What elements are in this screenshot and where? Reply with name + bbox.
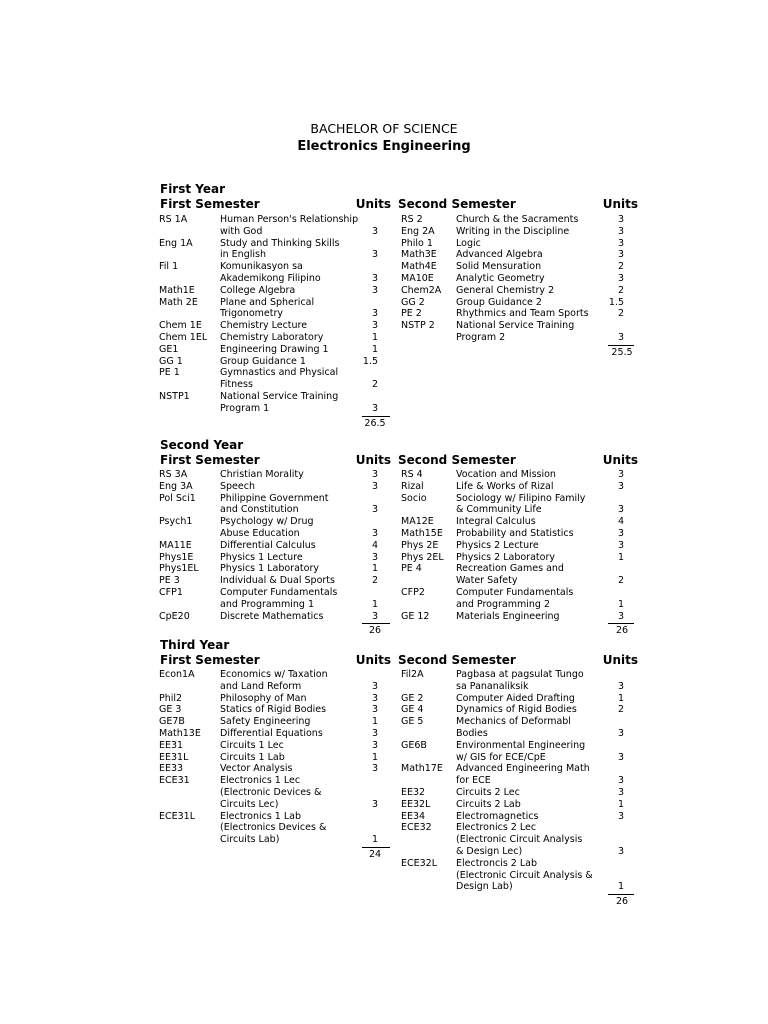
- course-row: [0, 356, 768, 368]
- course-code: EE32L: [401, 798, 431, 810]
- course-units: 3: [371, 402, 378, 414]
- course-units: 1: [617, 551, 624, 563]
- course-units: 4: [617, 516, 624, 528]
- course-code: GE6B: [401, 739, 427, 751]
- course-units: 3: [371, 284, 378, 296]
- course-units: 3: [371, 320, 378, 332]
- course-title: Physics 1 Lecture: [220, 551, 303, 563]
- course-title: Probability and Statistics: [456, 528, 574, 539]
- course-title: Physics 1 Laboratory: [220, 563, 319, 575]
- course-units: 1: [617, 798, 624, 810]
- course-row: [0, 587, 768, 611]
- course-units: 3: [371, 739, 378, 751]
- course-title: Gymnastics and Physical Fitness: [220, 367, 339, 391]
- course-code: RS 4: [401, 469, 423, 480]
- course-code: Math1E: [159, 284, 195, 296]
- course-row: [0, 540, 768, 552]
- course-code: Chem2A: [401, 284, 442, 296]
- course-units: 3: [371, 480, 378, 492]
- units-header: Units: [602, 453, 638, 467]
- course-units: 1: [371, 716, 378, 728]
- course-code: Math15E: [401, 528, 443, 539]
- course-code: Math17E: [401, 763, 443, 775]
- course-row: [0, 249, 768, 261]
- semester-heading: Second Semester: [398, 653, 516, 667]
- year-heading: First Year: [160, 182, 226, 196]
- course-row: [0, 391, 768, 415]
- course-units: 1: [371, 751, 378, 763]
- course-title: Engineering Drawing 1: [220, 343, 329, 355]
- course-row: [0, 226, 768, 238]
- course-units: 3: [617, 680, 624, 692]
- course-code: MA11E: [159, 539, 192, 551]
- total-rule: [608, 894, 634, 895]
- course-title: Solid Mensuration: [456, 261, 542, 273]
- course-units: 3: [371, 728, 378, 739]
- course-title: Group Guidance 1: [220, 355, 306, 367]
- course-title: Christian Morality: [220, 469, 304, 480]
- semester-heading: First Semester: [160, 653, 260, 667]
- course-code: Rizal: [401, 480, 424, 492]
- course-units: 1.5: [608, 296, 624, 308]
- year-heading: Second Year: [160, 438, 244, 452]
- course-units: 3: [617, 751, 624, 763]
- course-title: Plane and Spherical Trigonometry: [220, 296, 315, 320]
- course-code: NSTP 2: [401, 320, 435, 332]
- course-code: EE31: [159, 739, 184, 751]
- degree-title: BACHELOR OF SCIENCE: [310, 121, 458, 136]
- course-code: Phys 2E: [401, 539, 439, 551]
- semester-total: 26: [615, 625, 629, 637]
- course-title: Philosophy of Man: [220, 692, 307, 704]
- course-title: Electronics 1 Lec (Electronic Devices & Circuits Lec): [220, 775, 322, 810]
- course-row: [0, 669, 768, 693]
- course-title: Study and Thinking Skills in English: [220, 237, 340, 261]
- semester-heading: Second Semester: [398, 453, 516, 467]
- total-rule: [608, 345, 634, 346]
- year-heading: Third Year: [160, 638, 230, 652]
- course-row: [0, 308, 768, 320]
- course-title: Economics w/ Taxation and Land Reform: [220, 669, 328, 692]
- course-code: CFP1: [159, 587, 183, 598]
- course-code: Eng 1A: [159, 237, 193, 249]
- course-row: [0, 273, 768, 285]
- course-code: Psych1: [159, 516, 193, 528]
- course-units: 3: [371, 225, 378, 237]
- course-units: 3: [617, 528, 624, 539]
- course-units: 3: [371, 692, 378, 704]
- course-units: 2: [371, 575, 378, 587]
- course-code: Phys1E: [159, 551, 194, 563]
- units-header: Units: [602, 653, 638, 667]
- course-units: 3: [371, 551, 378, 563]
- course-title: Electroncis 2 Lab (Electronic Circuit Analysis & Design Lab): [456, 857, 593, 893]
- course-units: 1: [617, 881, 624, 893]
- program-title: Electronics Engineering: [297, 139, 471, 154]
- course-title: Differential Equations: [220, 728, 323, 739]
- semester-total: 25.5: [611, 346, 633, 358]
- units-header: Units: [602, 197, 638, 211]
- course-units: 3: [617, 214, 624, 225]
- course-title: Electronics 2 Lec (Electronic Circuit Analysis & Design Lec): [456, 822, 583, 857]
- course-code: GE 2: [401, 692, 424, 704]
- course-units: 3: [617, 845, 624, 857]
- course-title: Discrete Mathematics: [220, 610, 324, 622]
- course-title: Dynamics of Rigid Bodies: [456, 704, 577, 716]
- course-row: [0, 469, 768, 481]
- course-code: ECE32L: [401, 857, 438, 869]
- course-title: Circuits 1 Lab: [220, 751, 285, 763]
- course-row: [0, 528, 768, 540]
- semester-total: 26: [615, 896, 629, 908]
- units-header: Units: [355, 653, 391, 667]
- semester-heading: First Semester: [160, 197, 260, 211]
- course-units: 3: [371, 527, 378, 539]
- course-title: Computer Fundamentals and Programming 1: [220, 587, 338, 610]
- course-row: [0, 822, 768, 857]
- course-row: [0, 344, 768, 356]
- course-title: Chemistry Lecture: [220, 320, 308, 332]
- course-title: Mechanics of Deformabl Bodies: [456, 716, 571, 739]
- course-row: [0, 858, 768, 893]
- course-title: Speech: [220, 480, 255, 492]
- course-units: 3: [617, 273, 624, 284]
- course-code: Math 2E: [159, 296, 198, 308]
- course-units: 3: [617, 237, 624, 249]
- course-units: 3: [371, 249, 378, 261]
- course-code: GE 12: [401, 610, 430, 622]
- course-title: Group Guidance 2: [456, 296, 542, 308]
- course-code: RS 3A: [159, 469, 188, 480]
- course-row: [0, 367, 768, 391]
- course-units: 3: [617, 727, 624, 739]
- course-row: [0, 238, 768, 250]
- course-units: 1: [371, 332, 378, 343]
- course-units: 1: [371, 343, 378, 355]
- course-units: 1: [617, 598, 624, 610]
- course-title: Vocation and Mission: [456, 469, 556, 480]
- course-title: Materials Engineering: [456, 610, 560, 622]
- course-title: Individual & Dual Sports: [220, 575, 335, 587]
- course-code: ECE31L: [159, 810, 196, 822]
- course-units: 3: [617, 539, 624, 551]
- course-title: National Service Training Program 2: [456, 320, 575, 343]
- course-code: PE 3: [159, 575, 180, 587]
- course-units: 3: [371, 308, 378, 320]
- course-code: RS 2: [401, 214, 423, 225]
- course-units: 3: [371, 798, 378, 810]
- course-units: 3: [617, 775, 624, 787]
- course-code: Philo 1: [401, 237, 433, 249]
- course-units: 3: [371, 680, 378, 692]
- course-code: Socio: [401, 492, 427, 504]
- course-code: Fil 1: [159, 261, 179, 273]
- course-title: Physics 2 Laboratory: [456, 551, 555, 563]
- course-title: Advanced Engineering Math for ECE: [456, 763, 590, 787]
- course-title: Integral Calculus: [456, 516, 536, 528]
- course-code: NSTP1: [159, 391, 190, 402]
- course-units: 2: [617, 575, 624, 587]
- course-title: Psychology w/ Drug Abuse Education: [220, 516, 314, 539]
- course-code: Eng 2A: [401, 225, 435, 237]
- total-rule: [362, 623, 390, 624]
- course-code: MA10E: [401, 273, 434, 284]
- course-title: Philippine Government and Constitution: [220, 492, 329, 516]
- course-code: Math13E: [159, 728, 201, 739]
- units-header: Units: [355, 453, 391, 467]
- course-code: CpE20: [159, 610, 190, 622]
- course-title: Electronics 1 Lab (Electronics Devices & Circuits Lab): [220, 810, 327, 846]
- course-code: Phys1EL: [159, 563, 199, 575]
- course-code: Chem 1EL: [159, 332, 208, 343]
- course-units: 3: [617, 249, 624, 261]
- course-title: Chemistry Laboratory: [220, 332, 324, 343]
- course-code: GG 2: [401, 296, 425, 308]
- semester-total: 26.5: [364, 417, 386, 429]
- course-row: [0, 611, 768, 623]
- course-code: GG 1: [159, 355, 183, 367]
- course-units: 3: [617, 787, 624, 798]
- course-row: [0, 799, 768, 811]
- course-row: [0, 693, 768, 705]
- course-code: Math4E: [401, 261, 437, 273]
- course-units: 1: [371, 834, 378, 846]
- course-code: GE 5: [401, 716, 424, 728]
- course-units: 3: [617, 480, 624, 492]
- semester-heading: Second Semester: [398, 197, 516, 211]
- semester-total: 26: [368, 625, 382, 637]
- course-code: GE7B: [159, 716, 185, 728]
- course-title: Human Person's Relationship with God: [220, 214, 359, 237]
- course-row: [0, 261, 768, 273]
- course-units: 3: [371, 610, 378, 622]
- course-title: Advanced Algebra: [456, 249, 543, 261]
- course-row: [0, 481, 768, 493]
- course-row: [0, 787, 768, 799]
- course-title: Circuits 1 Lec: [220, 739, 284, 751]
- course-units: 3: [371, 704, 378, 716]
- course-title: Sociology w/ Filipino Family & Community Life: [456, 492, 586, 516]
- course-code: ECE31: [159, 775, 190, 787]
- course-row: [0, 297, 768, 309]
- course-units: 3: [371, 763, 378, 775]
- course-code: EE33: [159, 763, 184, 775]
- course-title: Komunikasyon sa Akademikong Filipino: [220, 261, 321, 284]
- semester-heading: First Semester: [160, 453, 260, 467]
- course-code: Fil2A: [401, 669, 424, 680]
- course-title: Analytic Geometry: [456, 273, 545, 284]
- course-title: Pagbasa at pagsulat Tungo sa Pananaliksik: [456, 669, 584, 692]
- course-title: General Chemistry 2: [456, 284, 555, 296]
- course-code: ECE32: [401, 822, 432, 834]
- course-title: Electromagnetics: [456, 810, 539, 822]
- course-code: Math3E: [401, 249, 437, 261]
- course-units: 2: [617, 704, 624, 716]
- course-units: 2: [617, 261, 624, 273]
- course-title: Recreation Games and Water Safety: [456, 563, 564, 587]
- course-code: GE1: [159, 343, 179, 355]
- course-code: Pol Sci1: [159, 492, 196, 504]
- course-row: [0, 552, 768, 564]
- course-title: Differential Calculus: [220, 539, 316, 551]
- course-code: EE31L: [159, 751, 189, 763]
- course-code: RS 1A: [159, 214, 188, 225]
- total-rule: [608, 623, 634, 624]
- course-title: Logic: [456, 237, 481, 249]
- course-code: Phys 2EL: [401, 551, 444, 563]
- course-title: Environmental Engineering w/ GIS for ECE/CpE: [456, 739, 586, 763]
- course-units: 4: [371, 539, 378, 551]
- course-row: [0, 563, 768, 587]
- course-code: EE34: [401, 810, 426, 822]
- course-units: 3: [371, 504, 378, 516]
- course-units: 3: [371, 272, 378, 284]
- course-code: GE 4: [401, 704, 424, 716]
- course-units: 3: [617, 504, 624, 516]
- course-units: 3: [371, 469, 378, 480]
- total-rule: [362, 416, 390, 417]
- course-units: 1.5: [362, 355, 378, 367]
- course-code: EE32: [401, 787, 426, 798]
- course-code: MA12E: [401, 516, 434, 528]
- course-row: [0, 740, 768, 764]
- course-title: Physics 2 Lecture: [456, 539, 539, 551]
- course-title: College Algebra: [220, 284, 296, 296]
- course-row: [0, 285, 768, 297]
- course-row: [0, 516, 768, 528]
- course-row: [0, 493, 768, 517]
- course-title: Life & Works of Rizal: [456, 480, 554, 492]
- course-units: 1: [371, 598, 378, 610]
- course-title: Circuits 2 Lab: [456, 798, 521, 810]
- course-code: PE 4: [401, 563, 422, 575]
- course-row: [0, 704, 768, 716]
- course-title: Vector Analysis: [220, 763, 293, 775]
- course-row: [0, 320, 768, 344]
- course-title: Safety Engineering: [220, 716, 311, 728]
- course-title: Circuits 2 Lec: [456, 787, 520, 798]
- course-row: [0, 214, 768, 226]
- course-title: Writing in the Discipline: [456, 225, 570, 237]
- course-units: 3: [617, 225, 624, 237]
- course-units: 3: [617, 610, 624, 622]
- course-units: 3: [617, 469, 624, 480]
- course-code: PE 1: [159, 367, 180, 379]
- course-row: [0, 811, 768, 823]
- course-row: [0, 716, 768, 740]
- course-title: National Service Training Program 1: [220, 391, 339, 414]
- course-title: Computer Fundamentals and Programming 2: [456, 587, 574, 610]
- course-code: Eng 3A: [159, 480, 193, 492]
- course-code: Phil2: [159, 692, 183, 704]
- course-row: [0, 763, 768, 787]
- course-code: CFP2: [401, 587, 425, 598]
- course-units: 2: [617, 284, 624, 296]
- course-title: Statics of Rigid Bodies: [220, 704, 327, 716]
- units-header: Units: [355, 197, 391, 211]
- course-units: 3: [617, 810, 624, 822]
- course-code: GE 3: [159, 704, 182, 716]
- course-units: 1: [371, 563, 378, 575]
- course-units: 2: [617, 308, 624, 320]
- course-code: PE 2: [401, 308, 422, 320]
- course-code: Chem 1E: [159, 320, 202, 332]
- course-title: Rhythmics and Team Sports: [456, 308, 589, 320]
- course-units: 1: [617, 692, 624, 704]
- course-title: Computer Aided Drafting: [456, 692, 575, 704]
- course-units: 2: [371, 379, 378, 391]
- course-units: 3: [617, 331, 624, 343]
- semester-total: 24: [368, 849, 382, 860]
- course-title: Church & the Sacraments: [456, 214, 579, 225]
- course-code: Econ1A: [159, 669, 195, 680]
